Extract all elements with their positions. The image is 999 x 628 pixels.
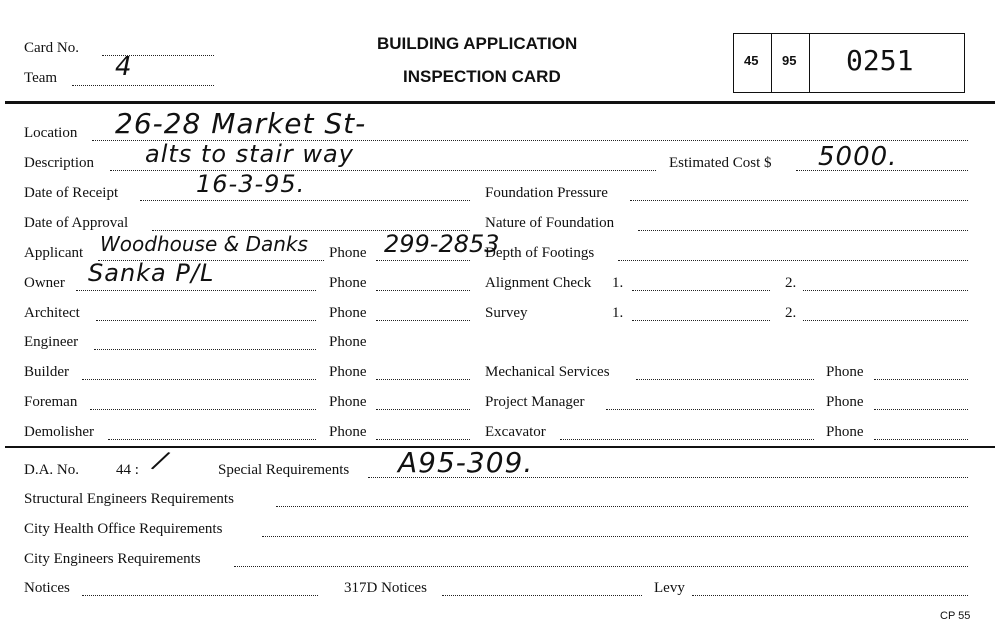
- project-manager-field[interactable]: [606, 409, 814, 410]
- nature-foundation-field[interactable]: [638, 230, 968, 231]
- architect-field[interactable]: [96, 320, 316, 321]
- date-approval-label: Date of Approval: [24, 215, 129, 231]
- nature-foundation-label: Nature of Foundation: [485, 215, 615, 231]
- excavator-label: Excavator: [485, 424, 546, 440]
- survey-2-field[interactable]: [803, 320, 968, 321]
- special-requirements-value: A95-309.: [398, 446, 534, 479]
- da-no-value: 44 :: [116, 462, 139, 478]
- survey-label: Survey: [485, 305, 528, 321]
- form-title-line2: INSPECTION CARD: [403, 67, 561, 86]
- builder-phone-label: Phone: [329, 364, 367, 380]
- architect-phone-label: Phone: [329, 305, 367, 321]
- foundation-pressure-label: Foundation Pressure: [485, 185, 608, 201]
- builder-field[interactable]: [82, 379, 316, 380]
- excavator-phone-label: Phone: [826, 424, 864, 440]
- notices-field[interactable]: [82, 595, 318, 596]
- project-manager-phone-label: Phone: [826, 394, 864, 410]
- demolisher-field[interactable]: [108, 439, 316, 440]
- code-number: 0251: [846, 44, 914, 77]
- da-tick-mark: /: [151, 445, 171, 477]
- notices-317d-label: 317D Notices: [344, 580, 427, 596]
- estimated-cost-value: 5000.: [818, 142, 898, 172]
- mechanical-services-label: Mechanical Services: [485, 364, 610, 380]
- builder-label: Builder: [24, 364, 69, 380]
- team-value: 4: [115, 52, 133, 82]
- card-code-box: [733, 33, 965, 93]
- location-label: Location: [24, 125, 78, 141]
- team-label: Team: [24, 70, 58, 86]
- owner-phone-field[interactable]: [376, 290, 470, 291]
- description-field[interactable]: [110, 170, 656, 171]
- foreman-phone-label: Phone: [329, 394, 367, 410]
- architect-label: Architect: [24, 305, 80, 321]
- mechanical-services-field[interactable]: [636, 379, 814, 380]
- survey-1-field[interactable]: [632, 320, 770, 321]
- demolisher-phone-field[interactable]: [376, 439, 470, 440]
- form-code: CP 55: [940, 610, 971, 622]
- structural-engineers-label: Structural Engineers Requirements: [24, 491, 234, 507]
- builder-phone-field[interactable]: [376, 379, 470, 380]
- city-health-field[interactable]: [262, 536, 968, 537]
- alignment-2-label: 2.: [785, 275, 797, 291]
- special-requirements-label: Special Requirements: [218, 462, 350, 478]
- alignment-1-label: 1.: [612, 275, 624, 291]
- applicant-phone-label: Phone: [329, 245, 367, 261]
- notices-317d-field[interactable]: [442, 595, 642, 596]
- excavator-phone-field[interactable]: [874, 439, 968, 440]
- mechanical-phone-field[interactable]: [874, 379, 968, 380]
- location-value: 26-28 Market St-: [115, 107, 367, 140]
- notices-label: Notices: [24, 580, 70, 596]
- levy-field[interactable]: [692, 595, 968, 596]
- foreman-phone-field[interactable]: [376, 409, 470, 410]
- depth-footings-label: Depth of Footings: [485, 245, 595, 261]
- project-manager-phone-field[interactable]: [874, 409, 968, 410]
- team-field[interactable]: [72, 85, 214, 86]
- engineer-field[interactable]: [94, 349, 316, 350]
- alignment-1-field[interactable]: [632, 290, 770, 291]
- foundation-pressure-field[interactable]: [630, 200, 968, 201]
- owner-field[interactable]: [76, 290, 316, 291]
- description-label: Description: [24, 155, 94, 171]
- demolisher-phone-label: Phone: [329, 424, 367, 440]
- date-receipt-value: 16-3-95.: [196, 170, 306, 198]
- description-value: alts to stair way: [145, 140, 354, 168]
- applicant-phone-field[interactable]: [376, 260, 470, 261]
- demolisher-label: Demolisher: [24, 424, 94, 440]
- applicant-value: Woodhouse & Danks: [100, 232, 308, 256]
- depth-footings-field[interactable]: [618, 260, 968, 261]
- owner-value: Sanka P/L: [88, 259, 215, 287]
- date-receipt-field[interactable]: [140, 200, 470, 201]
- levy-label: Levy: [654, 580, 685, 596]
- applicant-phone-value: 299-2853: [384, 230, 500, 258]
- project-manager-label: Project Manager: [485, 394, 585, 410]
- engineer-phone-label: Phone: [329, 334, 367, 350]
- applicant-label: Applicant: [24, 245, 84, 261]
- date-receipt-label: Date of Receipt: [24, 185, 119, 201]
- code-divider-2: [809, 34, 810, 92]
- foreman-label: Foreman: [24, 394, 78, 410]
- alignment-check-label: Alignment Check: [485, 275, 592, 291]
- code-a: 45: [744, 53, 759, 68]
- survey-2-label: 2.: [785, 305, 797, 321]
- header-rule: [5, 101, 995, 104]
- engineer-label: Engineer: [24, 334, 79, 350]
- mechanical-phone-label: Phone: [826, 364, 864, 380]
- alignment-2-field[interactable]: [803, 290, 968, 291]
- city-health-label: City Health Office Requirements: [24, 521, 223, 537]
- da-no-label: D.A. No.: [24, 462, 79, 478]
- architect-phone-field[interactable]: [376, 320, 470, 321]
- city-engineers-label: City Engineers Requirements: [24, 551, 201, 567]
- structural-engineers-field[interactable]: [276, 506, 968, 507]
- survey-1-label: 1.: [612, 305, 624, 321]
- form-title-line1: BUILDING APPLICATION: [377, 34, 578, 53]
- estimated-cost-label: Estimated Cost $: [669, 155, 772, 171]
- owner-label: Owner: [24, 275, 65, 291]
- code-b: 95: [782, 53, 797, 68]
- owner-phone-label: Phone: [329, 275, 367, 291]
- excavator-field[interactable]: [560, 439, 814, 440]
- city-engineers-field[interactable]: [234, 566, 968, 567]
- card-no-label: Card No.: [24, 40, 79, 56]
- code-divider-1: [771, 34, 772, 92]
- foreman-field[interactable]: [90, 409, 316, 410]
